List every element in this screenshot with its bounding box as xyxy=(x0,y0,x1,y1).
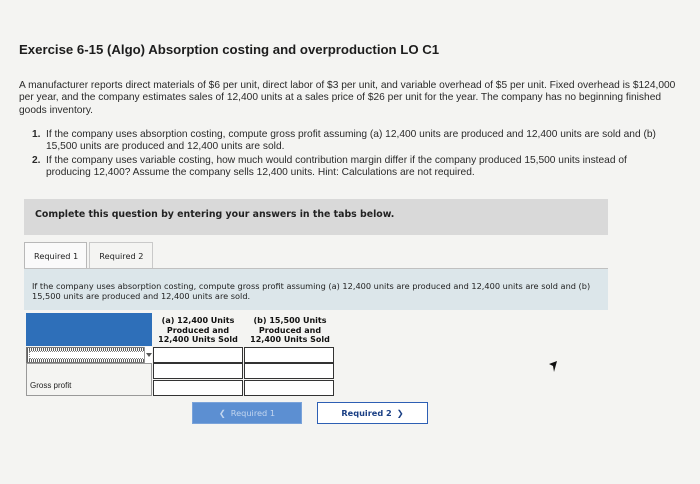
column-header-b-line: (b) 15,500 Units xyxy=(253,316,327,325)
tab-bar xyxy=(24,242,153,268)
prev-button-label: Required 1 xyxy=(230,408,276,418)
chevron-right-icon: ❯ xyxy=(396,408,404,418)
row-label-dropdown[interactable] xyxy=(26,347,152,363)
input-b-row2[interactable] xyxy=(244,363,334,379)
prev-required-button[interactable] xyxy=(192,402,302,424)
gross-profit-label: Gross profit xyxy=(26,363,152,396)
mouse-cursor-icon xyxy=(548,361,558,373)
question-text: If the company uses absorption costing, compute gross profit assuming (a) 12,400 units are produced and 12,400 units are sold and (b) 15,500 units are produced and 12,400 units are sold. xyxy=(46,129,656,153)
question-text: If the company uses variable costing, how much would contribution margin differ if the company produced 15,500 units instead of producing 12,400? Assume the company sells 12,400 units. Hint: Calculations are not required. xyxy=(46,154,627,179)
question-panel xyxy=(24,268,608,310)
tab-required-1[interactable]: Required 1 xyxy=(24,242,87,269)
question-list xyxy=(32,129,672,181)
chevron-down-icon[interactable] xyxy=(144,347,152,363)
column-header-a xyxy=(153,313,243,346)
input-a-gross-profit[interactable] xyxy=(153,380,243,396)
input-b-row1[interactable] xyxy=(244,347,334,363)
column-header-b-line: Produced and xyxy=(258,325,322,335)
input-a-row2[interactable] xyxy=(153,363,243,379)
column-header-a-line: 12,400 Units Sold xyxy=(158,335,238,344)
column-header-a-line: (a) 12,400 Units xyxy=(161,316,235,325)
instructions-banner: Complete this question by entering your answers in the tabs below. xyxy=(24,199,608,235)
column-header-b xyxy=(244,313,336,346)
exercise-title: Exercise 6-15 (Algo) Absorption costing and overproduction LO C1 xyxy=(19,42,440,57)
chevron-left-icon: ❮ xyxy=(218,408,226,418)
table-header-blank xyxy=(26,313,152,346)
column-header-b-line: 12,400 Units Sold xyxy=(250,335,330,344)
next-button-label: Required 2 xyxy=(341,408,392,418)
next-required-button[interactable] xyxy=(317,402,428,424)
input-a-row1[interactable] xyxy=(153,347,243,363)
question-number: 2. xyxy=(32,154,41,166)
column-header-a-line: Produced and xyxy=(166,325,230,335)
panel-instruction: If the company uses absorption costing, compute gross profit assuming (a) 12,400 units are produced and 12,400 units are sold and (b) 15,500 units are produced and 12,400 units are sold. xyxy=(32,281,591,301)
question-item xyxy=(32,129,672,154)
tab-required-2[interactable]: Required 2 xyxy=(89,242,152,269)
question-item xyxy=(32,155,672,180)
input-b-gross-profit[interactable] xyxy=(244,380,334,396)
question-number: 1. xyxy=(32,129,41,140)
problem-intro: A manufacturer reports direct materials of $6 per unit, direct labor of $3 per unit, and variable overhead of $5 per unit. Fixed overhead is $124,000 per year, and the company estimates sales of 12,400 units at a sales price of $26 per unit for the year. The company has no beginning finished goods inventory. xyxy=(19,80,676,116)
